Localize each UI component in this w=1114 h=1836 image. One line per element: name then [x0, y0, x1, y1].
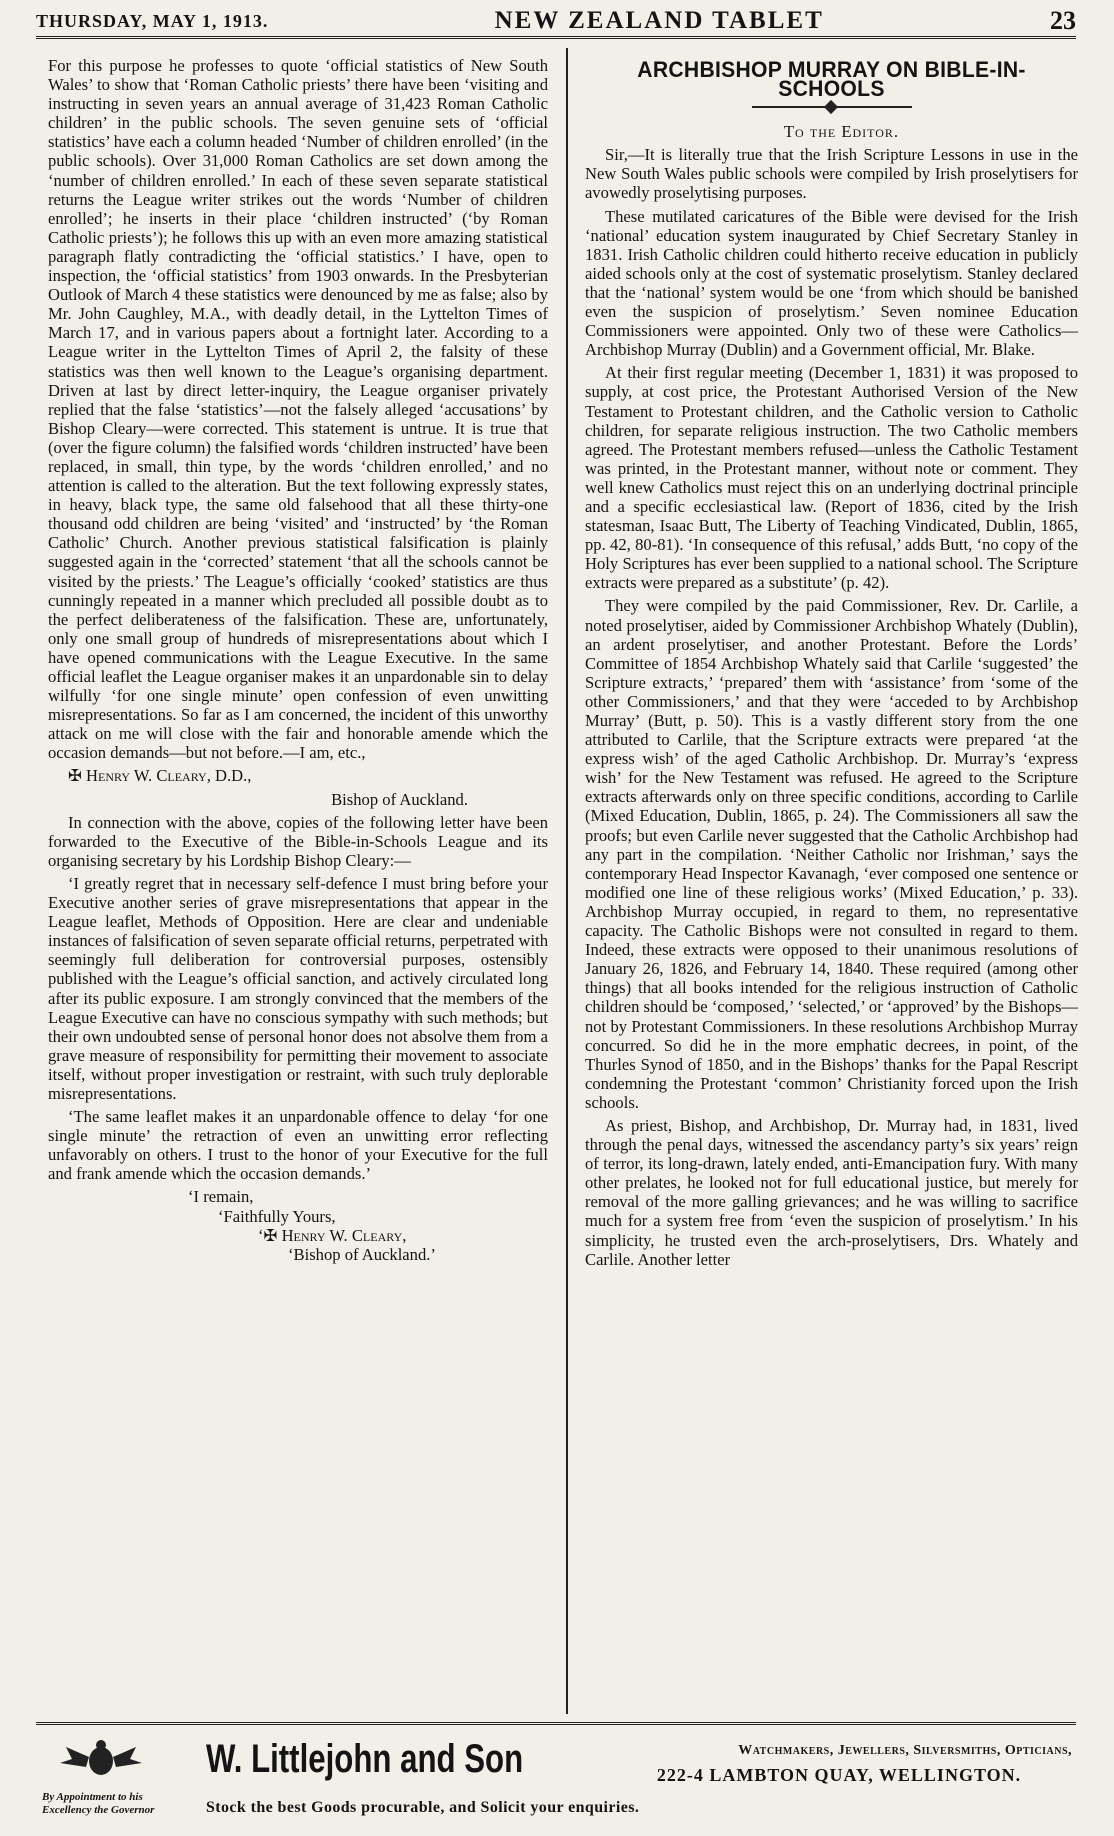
signature-name: ✠ Henry W. Cleary, D.D., — [68, 766, 252, 786]
page-number: 23 — [1049, 6, 1076, 35]
signature-title: Bishop of Auckland. — [331, 789, 468, 809]
firm-address: 222-4 LAMBTON QUAY, WELLINGTON. — [656, 1765, 1022, 1785]
letter-paragraph-1: ‘I greatly regret that in necessary self-defence I must bring before your Executive another series of grave misrepresentations that appear in the League leaflet, Methods of Opposition. Here are clear and undeniable instances of falsification of seven separate official returns, perpetrated with seemingly full deliberation for controversial purposes, ostensibly published with the League’s official sanction, and actively circulated long after its public exposure. I am strongly convinced that the members of the League Executive can have no conscious sympathy with such methods; but their own undoubted sense of personal honor does not absolve them from a grave measure of responsibility for permitting their movement to associate itself, without proper investigation or restraint, with such truly deplorable misrepresentations. — [48, 873, 548, 1103]
heading-ornament — [585, 106, 1078, 108]
firm-name: W. Littlejohn and Son — [206, 1737, 524, 1781]
right-paragraph-1: Sir,—It is literally true that the Irish Scripture Lessons in use in the New South Wales public schools were compiled by Irish proselytisers for avowedly proselytising purposes. — [585, 145, 1078, 203]
column-divider — [566, 48, 568, 1714]
article-heading: ARCHBISHOP MURRAY ON BIBLE-IN-SCHOOLS — [637, 57, 1026, 102]
left-paragraph-2: In connection with the above, copies of the following letter have been forwarded to the Executive of the Bible-in-Schools League and its organising secretary by his Lordship Bishop Cleary:— — [48, 812, 548, 870]
right-paragraph-4: They were compiled by the paid Commissioner, Rev. Dr. Carlile, a noted proselytiser, aided by Commissioner Archbishop Whately (Dublin), an ardent proselytiser, and another Protestant. Before the Lords’ Committee of 1854 Archbishop Whately said that Carlile ‘suggested’ the Scripture extracts,’ ‘prepared’ them with ‘assistance’ from ‘some of the other Commissioners,’ and that they were ‘acceded to by Archbishop Murray’ (Butt, p. 50). This is a vastly different story from the one attributed to Carlile, that the Scripture extracts were prepared ‘at the express wish’ of the aged Catholic Archbishop. Dr. Murray’s ‘express wish’ for the New Testament was refused. He agreed to the Scripture extracts afterwards only on three specific conditions, according to Carlile (Mixed Education, Dublin, 1865, p. 24). The Commissioners all saw the proofs; but even Carlile never suggested that the Catholic Archbishop had any part in the compilation. ‘Neither Catholic nor Irishman,’ says the contemporary Head Inspector Kavanagh, ‘ever composed one sentence or modified one line of these religious works’ (Mixed Education,’ p. 33). Archbishop Murray occupied, in regard to them, no representative capacity. The Catholic Bishops were not consulted in regard to them. Indeed, these extracts were opposed to their unanimous resolutions of January 26, 1826, and February 14, 1840. These required (among other things) that all books intended for the religious instruction of Catholic children should be ‘composed,’ ‘selected,’ or ‘approved’ by the Bishops—not by Protestant Commissioners. In these resolutions Archbishop Murray concurred. So did he in the more emphatic decrees, in point, of the Thurles Synod of 1850, and in the Bishops’ thanks for the Papal Rescript condemning the Protestant ‘common’ Christianity forced upon the Irish schools. — [585, 596, 1078, 1112]
right-paragraph-2: These mutilated caricatures of the Bible were devised for the Irish ‘national’ education system inaugurated by Chief Secretary Stanley in 1831. Irish Catholic children could hitherto receive education in publicly aided schools only at the cost of systematic proselytism. Stanley declared that the ‘national’ system would be one ‘from which should be banished even the suspicion of proselytism.’ Seven nominee Education Commissioners were appointed. Only two of these were Catholics—Archbishop Murray (Dublin) and a Government official, Mr. Blake. — [585, 206, 1078, 360]
letter-closing-yours: ‘Faithfully Yours, — [218, 1206, 336, 1226]
letter-closing-remain: ‘I remain, — [188, 1187, 254, 1207]
issue-date: THURSDAY, MAY 1, 1913. — [36, 10, 269, 31]
right-paragraph-3: At their first regular meeting (December 1, 1831) it was proposed to supply, at cost price, the Protestant Authorised Version of the New Testament to Protestant children, and the Catholic version to Catholic children, for separate religious instruction. The two Catholic members agreed. The Protestant members refused—unless the Catholic Testament was printed, in the Protestant manner, without note or comment. They well knew Catholics must reject this on an underlying doctrinal principle and a specific ecclesiastical law. (Report of 1836, cited by the Irish statesman, Isaac Butt, The Liberty of Teaching Vindicated, Dublin, 1865, pp. 42, 80-81). ‘In consequence of this refusal,’ adds Butt, ‘no copy of the Holy Scriptures has ever been supplied to a national school. The Scripture extracts were prepared as a substitute’ (p. 42). — [585, 363, 1078, 593]
letter-paragraph-2: ‘The same leaflet makes it an unpardonable offence to delay ‘for one single minute’ the retraction of even an unwitting error reflecting unfavorably on others. I trust to the honor of your Executive for the full and frank amende which the occasion demands.’ — [48, 1107, 548, 1184]
letter-closing-title: ‘Bishop of Auckland.’ — [288, 1244, 436, 1264]
firm-slogan: Stock the best Goods procurable, and Solicit your enquiries. — [206, 1799, 640, 1816]
newspaper-title: NEW ZEALAND TABLET — [494, 7, 824, 34]
appointment-note: By Appointment to his Excellency the Governor — [42, 1791, 155, 1816]
letter-closing-name: ‘✠ Henry W. Cleary, — [258, 1225, 407, 1245]
left-paragraph-1: For this purpose he professes to quote ‘official statistics of New South Wales’ to show that ‘Roman Catholic priests’ there have been ‘visiting and instructing in seven years an annual average of 31,423 Roman Catholic children’ in the public schools. The seven genuine sets of ‘official statistics’ have each a column headed ‘Number of children enrolled’ (in the public schools). Over 31,000 Roman Catholics are set down among the ‘number of children enrolled.’ In each of these seven separate statistical returns the League writer strikes out the words ‘Number of children enrolled’; he inserts in their place ‘children instructed’ (‘by Roman Catholic priests’); he follows this up with an even more amazing statistical paragraph flatly contradicting the ‘official statistics.’ I have, open to inspection, the ‘official statistics’ from 1903 onwards. In the Presbyterian Outlook of March 4 these statistics were denounced by me as false; also by Mr. John Caughley, M.A., with deadly detail, in the Lyttelton Times of March 17, and in various papers about a fortnight later. According to a League writer in the Lyttelton Times of April 2, the falsity of these statistics was then well known to the League’s organising department. Driven at last by direct letter-inquiry, the League organiser privately replied that the false ‘statistics’—not the falsely alleged ‘accusations’ by Bishop Cleary—were corrected. This statement is untrue. It is true that (over the figure column) the falsified words ‘children instructed’ have been replaced, in small, thin type, by the words ‘children enrolled,’ and no attention is called to the alteration. But the text following expressly states, in heavy, black type, the same old falsehood that all these thirty-one thousand odd children are being ‘visited’ and ‘instructed’ by ‘the Roman Catholic’ Church. Another previous statistical falsification is plainly suggested again in the ‘corrected’ statement ‘that all the schools cannot be visited by the priests.’ The League’s officially ‘cooked’ statistics are thus cunningly repeated in a manner which precluded all possible doubt as to the perfect deliberateness of the falsification. These are, unfortunately, only one small group of hundreds of misrepresentations about which I have opened communications with the League Executive. In the same official leaflet the League organiser makes it an unpardonable sin to delay wilfully ‘for one single minute’ open confession of even unwitting misrepresentations. So far as I am concerned, the incident of this unworthy attack on me will close with the fair and honorable amende which the occasion demands—but not before.—I am, etc., — [48, 56, 548, 763]
left-column — [48, 56, 548, 1716]
right-paragraph-5: As priest, Bishop, and Archbishop, Dr. Murray had, in 1831, lived through the penal days, witnessed the ascendancy party’s six years’ reign of terror, its long-drawn, lately ended, anti-Emancipation fury. With many other prelates, he looked not for full educational justice, but merely for removal of the more galling grievances; and he was willing to sacrifice much for a system free from ‘even the suspicion of proselytism.’ In his simplicity, he trusted even the arch-proselytisers, Drs. Whately and Carlile. Another letter — [585, 1115, 1078, 1269]
firm-trades: Watchmakers, Jewellers, Silversmiths, Opticians, — [738, 1743, 1072, 1758]
page-header — [36, 6, 1076, 39]
royal-crest-icon — [56, 1739, 146, 1779]
right-column — [585, 56, 1078, 1716]
to-the-editor: To the Editor. — [783, 122, 900, 142]
advertisement-footer — [36, 1722, 1076, 1829]
